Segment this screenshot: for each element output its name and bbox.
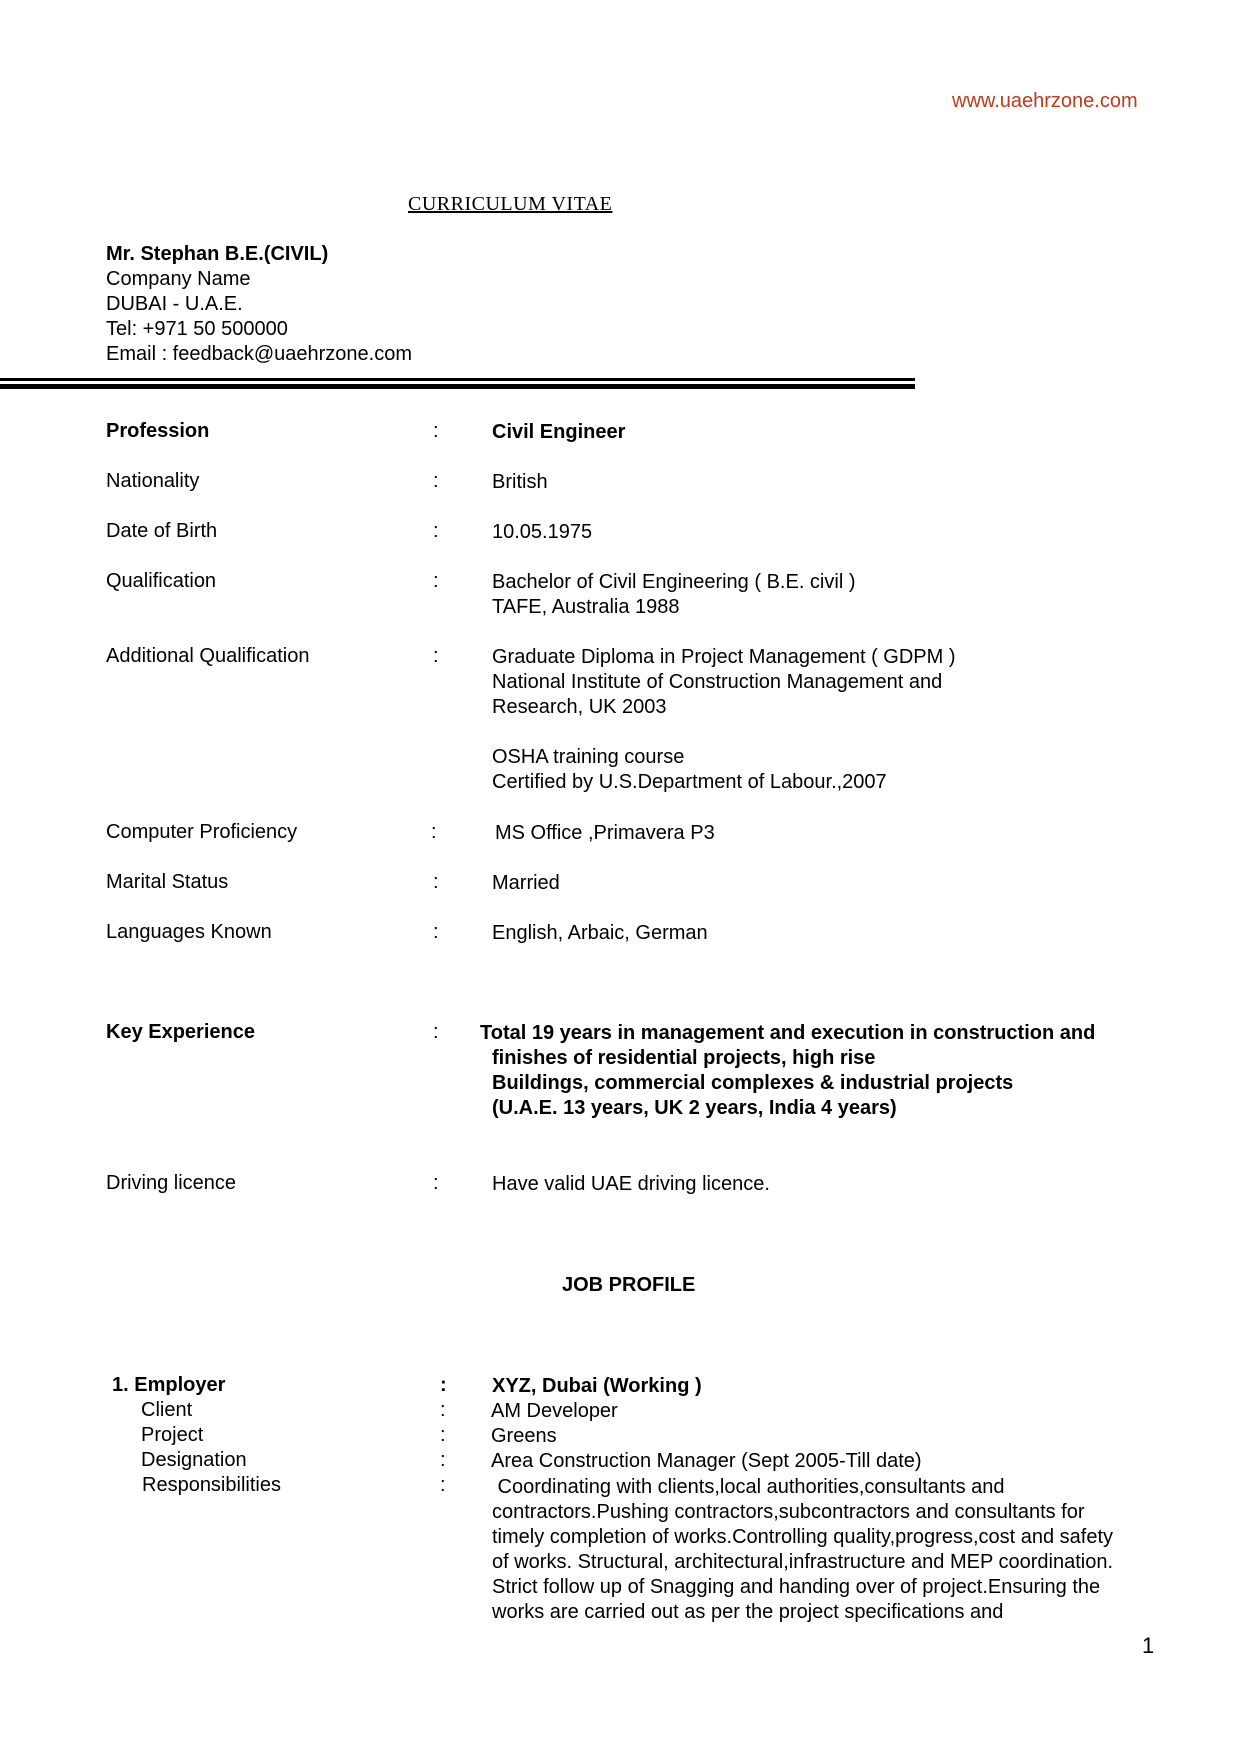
experience-value [480, 1021, 1096, 1121]
separator: : [433, 420, 439, 442]
separator: : [440, 1424, 446, 1446]
profession-value: Civil Engineer [492, 421, 626, 443]
responsibility-line: of works. Structural, architectural,infrastructure and MEP coordination. [492, 1551, 1114, 1573]
additional-line [492, 720, 956, 745]
company-name: Company Name [106, 268, 251, 290]
separator: : [433, 1172, 439, 1194]
additional-line: National Institute of Construction Management and [492, 671, 943, 693]
driving-label: Driving licence [106, 1172, 237, 1194]
profession-label: Profession [106, 420, 210, 442]
computer-label: Computer Proficiency [106, 821, 298, 843]
designation-label: Designation [141, 1449, 247, 1471]
qualification-line: Bachelor of Civil Engineering ( B.E. civil ) [492, 571, 856, 593]
responsibility-line: Strict follow up of Snagging and handing over of project.Ensuring the [492, 1576, 1101, 1598]
location: DUBAI - U.A.E. [106, 293, 243, 315]
qualification-label: Qualification [106, 570, 217, 592]
responsibility-line: contractors.Pushing contractors,subcontractors and consultants for [492, 1501, 1085, 1523]
responsibility-line: timely completion of works.Controlling quality,progress,cost and safety [492, 1526, 1114, 1548]
responsibility-line: works are carried out as per the project specifications and [492, 1601, 1004, 1623]
marital-label: Marital Status [106, 871, 229, 893]
dob-label: Date of Birth [106, 520, 218, 542]
separator: : [433, 921, 439, 943]
experience-line: Total 19 years in management and execution in construction and [480, 1022, 1096, 1044]
job-profile-heading: JOB PROFILE [562, 1274, 696, 1296]
separator: : [433, 470, 439, 492]
qualification-value [492, 570, 855, 620]
responsibility-line: Coordinating with clients,local authorities,consultants and [492, 1476, 1005, 1498]
additional-qualification-value [492, 645, 956, 795]
responsibilities-value [492, 1475, 1152, 1625]
separator: : [433, 1021, 439, 1043]
header-rule-thin [0, 378, 915, 381]
separator: : [433, 871, 439, 893]
responsibilities-label: Responsibilities [142, 1474, 281, 1496]
employer-value: XYZ, Dubai (Working ) [492, 1375, 702, 1397]
separator: : [431, 821, 437, 843]
separator: : [433, 645, 439, 667]
employer-label: 1. Employer [112, 1374, 226, 1396]
nationality-value: British [492, 471, 548, 493]
nationality-label: Nationality [106, 470, 200, 492]
separator: : [433, 520, 439, 542]
candidate-name: Mr. Stephan B.E.(CIVIL) [106, 243, 329, 265]
additional-line: Graduate Diploma in Project Management ( GDPM ) [492, 646, 956, 668]
experience-label: Key Experience [106, 1021, 255, 1043]
experience-line: finishes of residential projects, high rise [492, 1047, 876, 1069]
marital-value: Married [492, 872, 560, 894]
languages-value: English, Arbaic, German [492, 922, 708, 944]
contact-block [106, 242, 412, 367]
separator: : [440, 1474, 446, 1496]
telephone: Tel: +971 50 500000 [106, 318, 288, 340]
computer-value: MS Office ,Primavera P3 [495, 822, 715, 844]
additional-line: Certified by U.S.Department of Labour.,2007 [492, 771, 887, 793]
project-value: Greens [491, 1425, 557, 1447]
qualification-line: TAFE, Australia 1988 [492, 596, 680, 618]
experience-line: Buildings, commercial complexes & industrial projects [492, 1072, 1014, 1094]
page-title: CURRICULUM VITAE [408, 193, 613, 215]
email: Email : feedback@uaehrzone.com [106, 343, 413, 365]
project-label: Project [141, 1424, 204, 1446]
separator: : [433, 570, 439, 592]
client-value: AM Developer [491, 1400, 618, 1422]
experience-line: (U.A.E. 13 years, UK 2 years, India 4 years) [492, 1097, 897, 1119]
client-label: Client [141, 1399, 193, 1421]
website-link[interactable]: www.uaehrzone.com [952, 90, 1138, 112]
languages-label: Languages Known [106, 921, 272, 943]
additional-line: Research, UK 2003 [492, 696, 667, 718]
page-number: 1 [1142, 1633, 1155, 1658]
additional-line: OSHA training course [492, 746, 685, 768]
header-rule-thick [0, 384, 915, 389]
designation-value: Area Construction Manager (Sept 2005-Till date) [491, 1450, 922, 1472]
driving-value: Have valid UAE driving licence. [492, 1173, 770, 1195]
additional-qualification-label: Additional Qualification [106, 645, 310, 667]
dob-value: 10.05.1975 [492, 521, 593, 543]
separator: : [440, 1399, 446, 1421]
separator: : [440, 1449, 446, 1471]
separator: : [440, 1374, 447, 1396]
